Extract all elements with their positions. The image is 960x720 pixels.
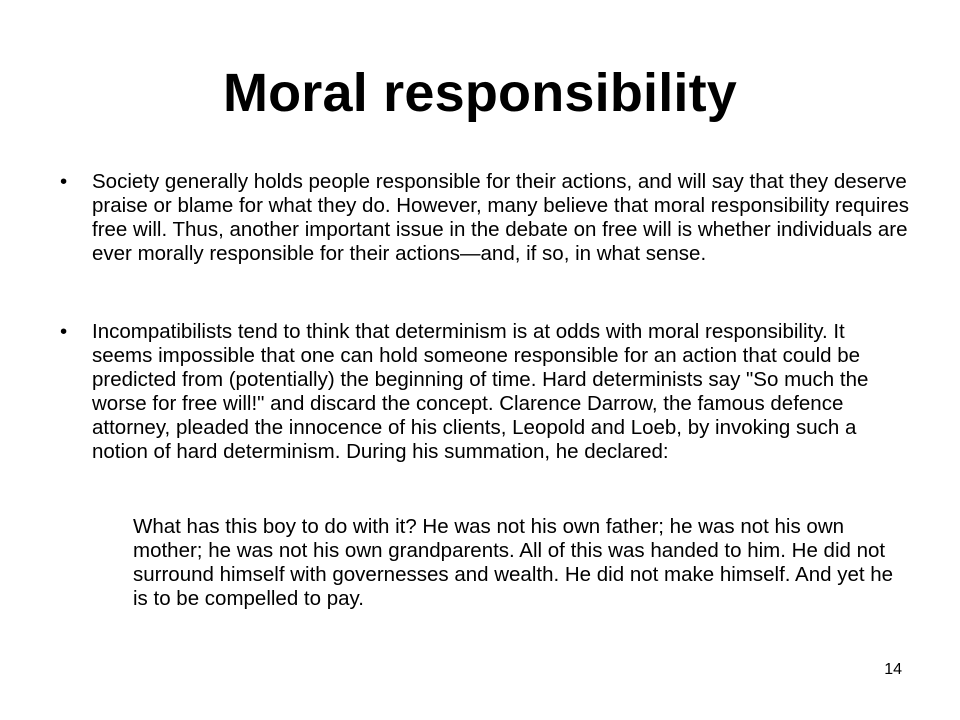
bullet-text-1: Society generally holds people responsible for their actions, and will say that they deserve praise or blame for what they do. However, many believe that moral responsibility requires free will. Thus, another important issue in the debate on free will is whether individuals are ever morally responsible for their actions—and, if so, in what sense. xyxy=(92,170,909,265)
bullet-item-1 xyxy=(60,170,910,266)
bullet-marker: • xyxy=(60,170,68,193)
bullet-text-2: Incompatibilists tend to think that determinism is at odds with moral responsibility. It seems impossible that one can hold someone responsible for an action that could be predicted from (potentially) the beginning of time. Hard determinists say "So much the worse for free will!" and discard the concept. Clarence Darrow, the famous defence attorney, pleaded the innocence of his clients, Leopold and Loeb, by invoking such a notion of hard determinism. During his summation, he declared: xyxy=(92,320,869,463)
bullet-marker: • xyxy=(60,320,68,343)
quotation-text: What has this boy to do with it? He was not his own father; he was not his own mother; he was not his own grandparents. All of this was handed to him. He did not surround himself with governesses and wealth. He did not make himself. And yet he is to be compelled to pay. xyxy=(133,515,894,610)
page-number: 14 xyxy=(884,661,902,678)
slide-title: Moral responsibility xyxy=(222,63,738,123)
bullet-item-2 xyxy=(60,320,910,464)
